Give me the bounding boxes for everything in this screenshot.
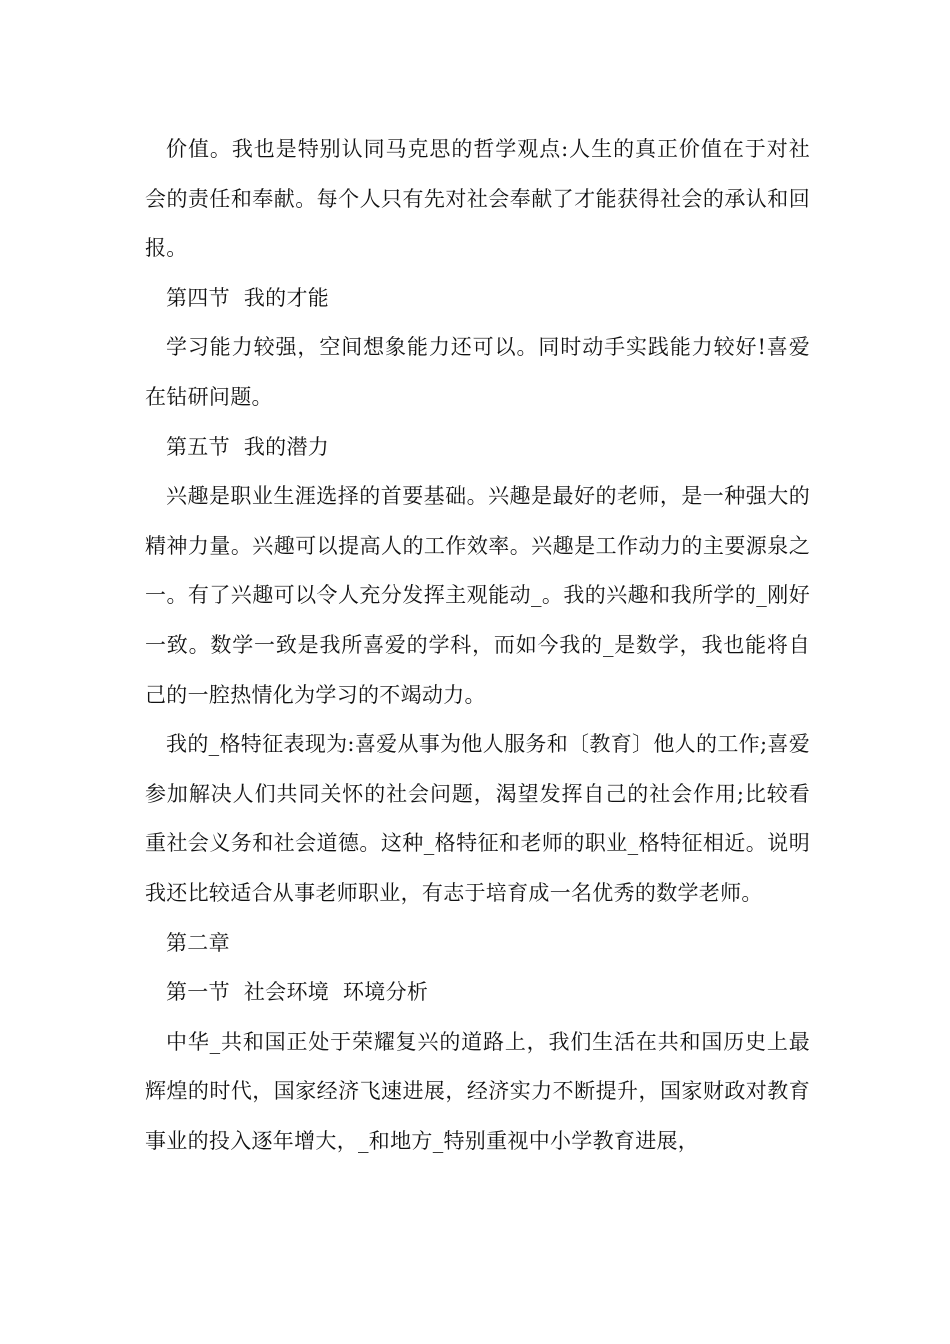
chapter-heading: 第二章 <box>166 930 230 955</box>
paragraph-value-of-life: 价值。我也是特别认同马克思的哲学观点:人生的真正价值在于对社会的责任和奉献。每个人只有先对社会奉献了才能获得社会的承认和回报。 <box>145 137 810 261</box>
paragraph-talent: 学习能力较强，空间想象能力还可以。同时动手实践能力较好!喜爱在钻研问题。 <box>145 335 810 409</box>
section-heading-talent: 第四节 我的才能 <box>166 285 330 310</box>
section-heading-potential: 第五节 我的潜力 <box>166 434 330 459</box>
document-page <box>145 125 810 1166</box>
paragraph-interest: 兴趣是职业生涯选择的首要基础。兴趣是最好的老师，是一种强大的精神力量。兴趣可以提高人的工作效率。兴趣是工作动力的主要源泉之一。有了兴趣可以令人充分发挥主观能动_。我的兴趣和我所学的_刚好一致。数学一致是我所喜爱的学科，而如今我的_是数学，我也能将自己的一腔热情化为学习的不竭动力。 <box>145 484 810 707</box>
paragraph-social-environment: 中华_共和国正处于荣耀复兴的道路上，我们生活在共和国历史上最辉煌的时代，国家经济飞速进展，经济实力不断提升，国家财政对教育事业的投入逐年增大，_和地方_特别重视中小学教育进展， <box>145 1029 810 1153</box>
paragraph-personality: 我的_格特征表现为:喜爱从事为他人服务和〔教育〕他人的工作;喜爱参加解决人们共同关怀的社会问题，渴望发挥自己的社会作用;比较看重社会义务和社会道德。这种_格特征和老师的职业_格特征相近。说明我还比较适合从事老师职业，有志于培育成一名优秀的数学老师。 <box>145 732 810 905</box>
section-heading-social-environment: 第一节 社会环境 环境分析 <box>166 980 429 1005</box>
